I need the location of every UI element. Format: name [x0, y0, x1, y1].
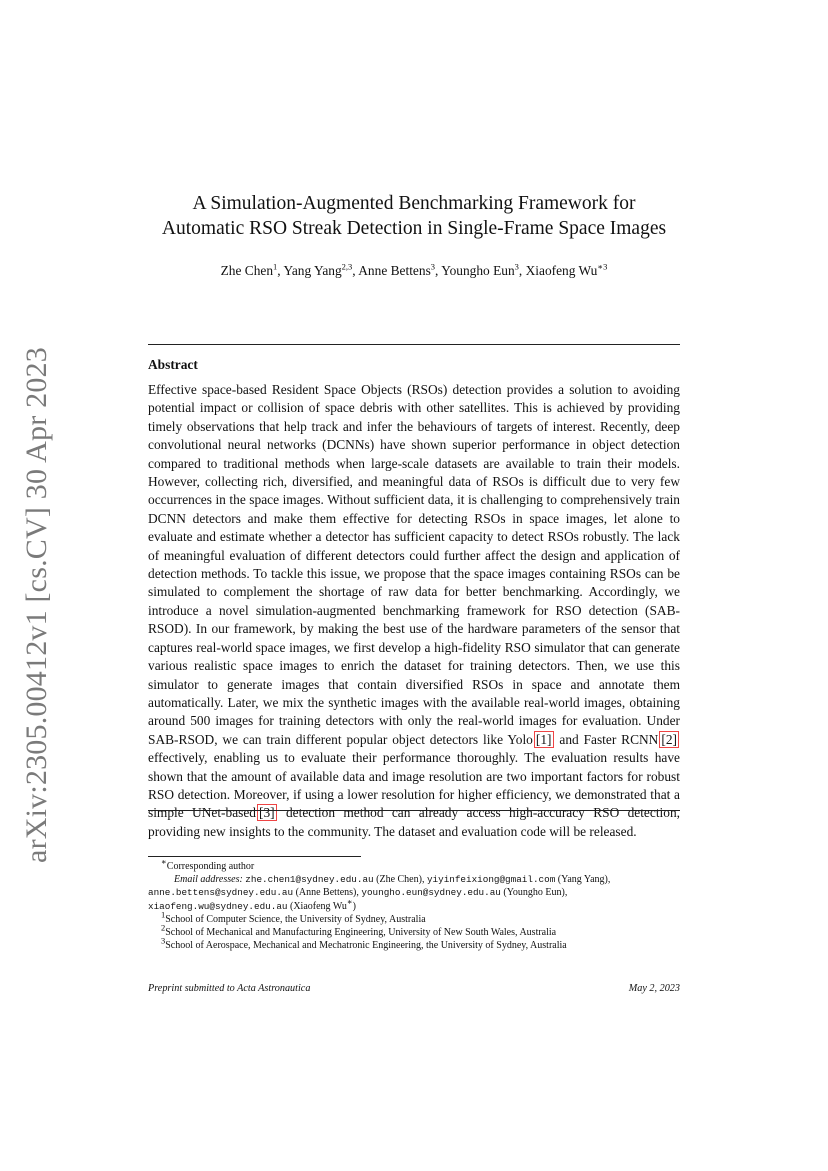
author-affiliation: 3 [514, 261, 519, 272]
affiliation-text: School of Computer Science, the University of Sydney, Australia [165, 913, 426, 925]
email-label: Email addresses: [174, 874, 243, 886]
author-name: Zhe Chen [220, 263, 274, 278]
preprint-note: Preprint submitted to Acta Astronautica [148, 983, 311, 994]
email-owner: (Xiaofeng Wu [287, 900, 347, 912]
author [283, 263, 352, 278]
affiliation-note [148, 922, 680, 939]
abstract-bottom-rule [148, 810, 680, 811]
abstract-body [148, 381, 680, 841]
corresponding-note [148, 856, 680, 873]
email-address[interactable]: youngho.eun@sydney.edu.au [361, 887, 501, 899]
email-owner: (Youngho Eun), [500, 887, 568, 899]
citation-link[interactable]: [3] [259, 805, 275, 821]
footer-date: May 2, 2023 [628, 983, 680, 994]
author [221, 263, 278, 278]
email-note [148, 873, 680, 913]
footnote-mark: ∗ [346, 896, 353, 907]
email-owner: (Anne Bettens), [293, 887, 362, 899]
corresponding-text: Corresponding author [166, 861, 255, 872]
affiliation-text: School of Aerospace, Mechanical and Mechatronic Engineering, the University of Sydney, Australia [165, 940, 567, 952]
footnote-rule [148, 856, 361, 857]
citation-link[interactable]: [2] [661, 731, 677, 747]
page-footer [148, 983, 680, 994]
arxiv-sidebar-stamp [12, 347, 62, 863]
affiliation-note [148, 935, 680, 952]
email-address[interactable]: zhe.chen1@sydney.edu.au [245, 874, 374, 886]
email-owner: (Yang Yang), [555, 874, 611, 886]
abstract-text: and Faster RCNN [554, 731, 659, 747]
citation-number: 2 [665, 731, 673, 747]
author-affiliation: ∗3 [597, 261, 608, 272]
author [526, 263, 608, 278]
author-list: Zhe Chen$^1$, Yang Yang$^{2,3}$, Anne Bettens$^3$, Youngho Eun$^3$, Xiaofeng $Wu^{∗3}$ [220, 261, 608, 278]
affiliation-note [148, 909, 680, 926]
citation-link[interactable]: [1] [535, 731, 552, 747]
author-affiliation: 3 [430, 261, 436, 272]
author-name: Anne Bettens [358, 263, 431, 278]
email-address[interactable]: yiyinfeixiong@gmail.com [426, 874, 556, 886]
author [441, 263, 519, 278]
email-owner: (Zhe Chen), [373, 874, 427, 886]
paper-title [100, 191, 728, 241]
title-line-1: A Simulation-Augmented Benchmarking Framework for [192, 193, 636, 214]
abstract-text: Effective space-based Resident Space Objects (RSOs) detection provides a solution to avoiding potential impact or collision of space debris with other satellites. This is achieved by providing timely observations that help track and infer the behaviours of targets of interest. Recently, deep convolutional neural networks (DCNNs) have shown superior performance in object detection compared to traditional methods when large-scale datasets are available to train their models. However, collecting rich, diversified, and meaningful data of RSOs is difficult due to very few occurrences in the space images. Without sufficient data, it is challenging to comprehensively train DCNN detectors and make them effective for detecting RSOs in space images, let alone to evaluate and estimate whether a detector has sufficient capacity to detect RSOs robustly. The lack of meaningful evaluation of different detectors could further affect the design and application of detection methods. To tackle this issue, we propose that the space images containing RSOs can be simulated to complement the shortage of raw data for better benchmarking. Accordingly, we introduce a novel simulation-augmented benchmarking framework for RSO detection (SAB-RSOD). In our framework, by making the best use of the hardware parameters of the sensor that captures real-world space images, we first develop a high-fidelity RSO simulator that can generate various realistic space images to enrich the dataset for training detectors. Then, we use this simulator to generate images that contain diversified RSOs in space and annotate them automatically. Later, we mix the synthetic images with the available real-world images, obtaining around 500 images for training detectors with only the real-world images for evaluation. Under SAB-RSOD, we can train different popular object detectors like Yolo [148, 382, 680, 747]
title-line-2: Automatic RSO Streak Detection in Single-Frame Space Images [161, 218, 667, 239]
email-tail: ) [352, 900, 357, 912]
author-name: Yang Yang [283, 263, 342, 278]
affiliation-text: School of Mechanical and Manufacturing Engineering, University of New South Wales, Australia [165, 927, 557, 939]
affiliation-number: 3 [161, 935, 166, 946]
author-affiliation: 1 [273, 261, 278, 272]
citation-number: 3 [263, 805, 271, 821]
abstract-text: effectively, enabling us to evaluate their performance thoroughly. The evaluation results have shown that the amount of available data and image resolution are two important factors for robust RSO detection. Moreover, if using a lower resolution for higher efficiency, we demonstrated that a simple UNet-based [148, 750, 680, 821]
abstract-heading: Abstract [148, 357, 198, 372]
affiliation-number: 2 [161, 922, 166, 933]
author-name: Youngho Eun [441, 263, 515, 278]
author-name: Xiaofeng Wu [525, 263, 598, 278]
arxiv-identifier: arXiv:2305.00412v1 [cs.CV] 30 Apr 2023 [20, 347, 53, 863]
footnotes [148, 856, 680, 952]
author [358, 263, 435, 278]
abstract-top-rule [148, 344, 680, 345]
citation-number: 1 [540, 731, 548, 747]
footnote-mark: ∗ [161, 856, 167, 867]
abstract-text: detection method can already access high-accuracy RSO detection, providing new insights to the community. The dataset and evaluation code will be released. [148, 805, 680, 839]
affiliation-number: 1 [161, 909, 166, 920]
author-affiliation: 2,3 [341, 261, 353, 272]
email-address[interactable]: xiaofeng.wu@sydney.edu.au [148, 900, 288, 912]
email-address[interactable]: anne.bettens@sydney.edu.au [148, 887, 294, 899]
